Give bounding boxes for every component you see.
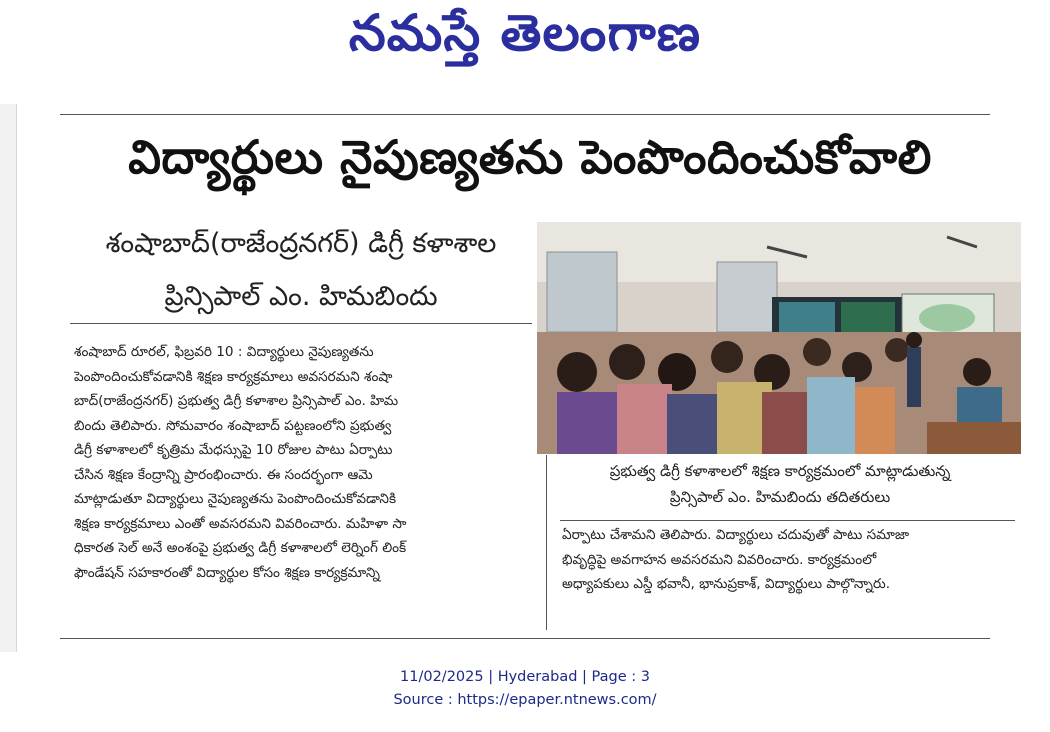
edition-info: 11/02/2025 | Hyderabad | Page : 3 <box>400 669 650 685</box>
body-line: చేసిన శిక్షణ కేంద్రాన్ని ప్రారంభించారు. ఈ సందర్భంగా ఆమె <box>74 466 373 483</box>
body-line: బాద్(రాజేంద్రనగర్) ప్రభుత్వ డిగ్రీ కళాశాల ప్రిన్సిపాల్ ఎం. హిమ <box>74 393 399 409</box>
faded-previous-line <box>160 90 700 100</box>
body-line: ఏర్పాటు చేశామని తెలిపారు. విద్యార్థులు చదువుతో పాటు సమాజా <box>562 527 910 543</box>
body-line: డిగ్రీ కళాశాలలో కృత్రిమ మేధస్సుపై 10 రోజుల పాటు ఏర్పాటు <box>74 442 393 458</box>
subhead-divider <box>70 323 532 324</box>
body-line: శిక్షణ కార్యక్రమాలు ఎంతో అవసరమని వివరించారు. మహిళా సా <box>74 515 407 532</box>
body-line: మాట్లాడుతూ విద్యార్థులు నైపుణ్యతను పెంపొందించుకోవడానికి <box>74 491 397 507</box>
top-divider <box>60 114 990 115</box>
caption-line: ప్రభుత్వ డిగ్రీ కళాశాలలో శిక్షణ కార్యక్రమంలో మాట్లాడుతున్న <box>609 462 951 480</box>
article-body-left-column <box>74 340 530 585</box>
newspaper-masthead: నమస్తే తెలంగాణ <box>348 4 702 62</box>
article-body-right-column <box>562 523 1024 597</box>
article-headline: విద్యార్థులు నైపుణ్యతను పెంపొందించుకోవాలి <box>128 130 932 184</box>
body-line: శంషాబాద్ రూరల్, ఫిబ్రవరి 10 : విద్యార్థులు నైపుణ్యతను <box>74 344 374 360</box>
body-line: పెంపొందించుకోవడానికి శిక్షణ కార్యక్రమాలు అవసరమని శంషా <box>74 368 393 385</box>
caption-divider <box>560 520 1015 521</box>
article-subhead-line-2: ప్రిన్సిపాల్ ఎం. హిమబిందు <box>164 281 438 312</box>
caption-line: ప్రిన్సిపాల్ ఎం. హిమబిందు తదితరులు <box>669 488 891 506</box>
photo-caption <box>540 458 1020 510</box>
article-subhead-line-1: శంషాబాద్(రాజేంద్రనగర్) డిగ్రీ కళాశాల <box>105 228 497 259</box>
classroom-photo-illustration <box>537 222 1021 454</box>
body-line: భివృద్ధిపై అవగాహన అవసరమని వివరించారు. కార్యక్రమంలో <box>562 551 877 568</box>
classroom-photo <box>537 222 1021 454</box>
bottom-divider <box>60 638 990 639</box>
body-line: ఫౌండేషన్ సహకారంతో విద్యార్థుల కోసం శిక్షణ కార్యక్రమాన్ని <box>74 564 380 581</box>
body-line: ధికారత సెల్ అనే అంశంపై ప్రభుత్వ డిగ్రీ కళాశాలలో లెర్నింగ్ లింక్ <box>74 540 407 556</box>
adjacent-column-strip <box>0 104 17 652</box>
source-link[interactable]: Source : https://epaper.ntnews.com/ <box>393 692 657 708</box>
body-line: బిందు తెలిపారు. సోమవారం శంషాబాద్ పట్టణంలోని ప్రభుత్వ <box>74 417 392 434</box>
body-line: అధ్యాపకులు ఎస్డీ భవానీ, భానుప్రకాశ్, విద్యార్థులు పాల్గొన్నారు. <box>562 576 891 592</box>
